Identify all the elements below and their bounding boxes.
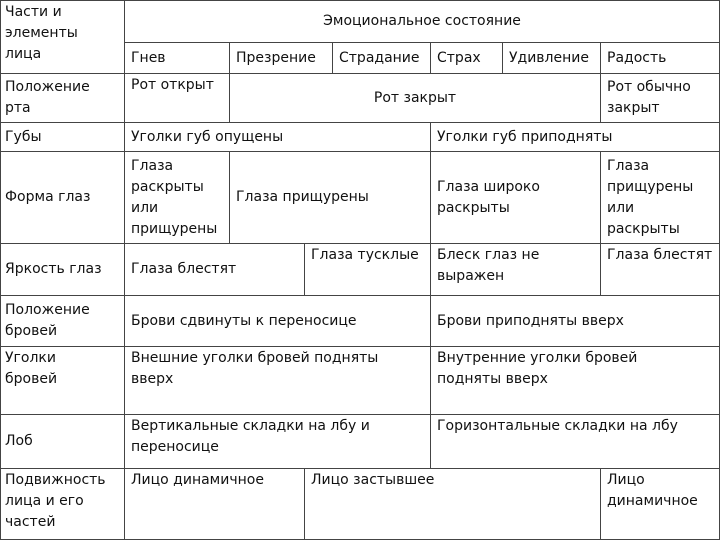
- cell-eye-brightness-left: Глаза блестят: [125, 244, 305, 296]
- header-emotion-contempt: Презрение: [230, 43, 333, 74]
- cell-mouth-anger: Рот открыт: [125, 74, 230, 123]
- cell-mobility-middle: Лицо застывшее: [305, 469, 601, 540]
- header-emotion-surprise: Удивление: [503, 43, 601, 74]
- header-emotion-joy: Радость: [601, 43, 720, 74]
- cell-eye-shape-joy: Глаза прищурены или раскрыты: [601, 152, 720, 244]
- row-label-brow-corners: Уголки бровей: [1, 347, 125, 415]
- row-label-forehead: Лоб: [1, 415, 125, 469]
- cell-lips-left: Уголки губ опущены: [125, 123, 431, 152]
- row-label-mobility: Подвижность лица и его частей: [1, 469, 125, 540]
- header-emotion-fear: Страх: [431, 43, 503, 74]
- row-label-brow-position: Положение бровей: [1, 296, 125, 347]
- cell-mouth-middle: Рот закрыт: [230, 74, 601, 123]
- cell-mobility-left: Лицо динамичное: [125, 469, 305, 540]
- row-label-eye-brightness: Яркость глаз: [1, 244, 125, 296]
- cell-eye-brightness-middle: Глаза тусклые: [305, 244, 431, 296]
- cell-lips-right: Уголки губ приподняты: [431, 123, 720, 152]
- row-label-eye-shape: Форма глаз: [1, 152, 125, 244]
- cell-eye-brightness-fear-surprise: Блеск глаз не выражен: [431, 244, 601, 296]
- row-label-mouth: Положение рта: [1, 74, 125, 123]
- header-emotional-state: Эмоциональное состояние: [125, 1, 720, 43]
- cell-eye-shape-anger: Глаза раскрыты или прищурены: [125, 152, 230, 244]
- cell-forehead-right: Горизонтальные складки на лбу: [431, 415, 720, 469]
- header-emotion-suffering: Страдание: [333, 43, 431, 74]
- row-label-lips: Губы: [1, 123, 125, 152]
- cell-brow-position-left: Брови сдвинуты к переносице: [125, 296, 431, 347]
- cell-eye-shape-fear-surprise: Глаза широко раскрыты: [431, 152, 601, 244]
- cell-mobility-joy: Лицо динамичное: [601, 469, 720, 540]
- cell-brow-corners-right: Внутренние уголки бровей подняты вверх: [431, 347, 720, 415]
- cell-eye-brightness-joy: Глаза блестят: [601, 244, 720, 296]
- header-emotion-anger: Гнев: [125, 43, 230, 74]
- cell-mouth-joy: Рот обычно закрыт: [601, 74, 720, 123]
- cell-forehead-left: Вертикальные складки на лбу и переносице: [125, 415, 431, 469]
- cell-eye-shape-contempt-suffering: Глаза прищурены: [230, 152, 431, 244]
- header-parts-label: Части и элементы лица: [1, 1, 125, 74]
- cell-brow-corners-left: Внешние уголки бровей подняты вверх: [125, 347, 431, 415]
- cell-brow-position-right: Брови приподняты вверх: [431, 296, 720, 347]
